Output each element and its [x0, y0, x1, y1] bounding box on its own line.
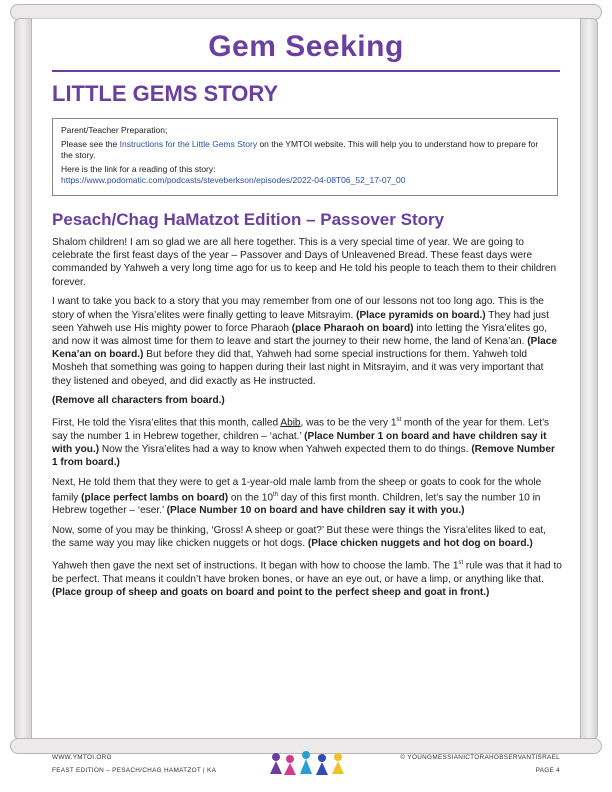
prep-text-tail: on the YMTOI website. This will help you to understand how to prepare for the story. — [61, 139, 539, 160]
logo-figure-1 — [270, 753, 282, 774]
stage-cue: (Remove Number 1 from board.) — [52, 443, 555, 468]
prep-reading-label: Here is the link for a reading of this story: — [61, 164, 216, 174]
story-text: Next, He told them that they were to get a 1-year-old male lamb from the sheep or goats to cook for the whole family — [52, 476, 542, 504]
story-paragraph-1: Shalom children! I am so glad we are all here together. This is a very special time of year. We are going to celebrate the first feast days of the year – Passover and Days of Unleavened Bread. These feast days were commanded by Yahweh a very long time ago for us to keep and He told his people to teach them to their children forever. — [52, 237, 557, 288]
story-text: , was to be the very 1 — [300, 417, 397, 429]
ordinal-suffix: th — [273, 491, 279, 498]
podcast-link[interactable]: https://www.podomatic.com/podcasts/steveberkson/episodes/2022-04-08T06_52_17-07_00 — [61, 175, 406, 185]
stage-cue: (Place Kena’an on board.) — [52, 335, 557, 361]
story-text: into letting the Yisra’elites go, and now it was almost time for them to leave and start the journey to their new home, the land of Kena’an. — [52, 322, 548, 347]
footer-edition: FEAST EDITION – PESACH/CHAG HAMATZOT | KA — [52, 767, 217, 774]
stage-cue: (place perfect lambs on board) — [81, 492, 229, 504]
footer-copyright: © YOUNGMESSIANICTORAHOBSERVANTISRAEL — [400, 754, 560, 761]
story-paragraph-2 — [52, 295, 562, 387]
ordinal-suffix: st — [396, 416, 402, 423]
stage-cue: (Place Number 10 on board and have children say it with you.) — [166, 505, 465, 517]
logo-figure-4 — [316, 754, 328, 775]
story-text: rule was that it had to be perfect. That means it couldn’t have broken bones, or have an eye out, or have a limp, or anything like that. — [52, 560, 562, 585]
ymtoi-logo-icon — [266, 748, 356, 776]
stage-cue-remove-all: (Remove all characters from board.) — [52, 395, 225, 407]
story-text: First, He told the Yisra’elites that this month, called — [52, 417, 281, 429]
month-name: Abib — [280, 417, 301, 429]
prep-heading: Parent/Teacher Preparation; — [61, 125, 168, 135]
page-title: Gem Seeking — [208, 30, 404, 63]
stage-cue: (Place group of sheep and goats on board and point to the perfect sheep and goat in front.) — [52, 586, 490, 598]
story-paragraph-7 — [52, 557, 562, 599]
stage-cue: (Place chicken nuggets and hot dog on board.) — [307, 538, 533, 550]
story-paragraph-6 — [52, 524, 562, 550]
story-body — [52, 236, 562, 605]
stage-cue: (place Pharaoh on board) — [291, 322, 414, 334]
stage-cue: (Place pyramids on board.) — [356, 309, 486, 321]
section-title: Pesach/Chag HaMatzot Edition – Passover Story — [52, 210, 445, 229]
logo-figure-3 — [300, 751, 312, 774]
ordinal-suffix: st — [458, 559, 464, 566]
story-text: Yahweh then gave the next set of instructions. It began with how to choose the lamb. The 1 — [52, 560, 459, 572]
page-subtitle: LITTLE GEMS STORY — [52, 81, 279, 106]
prep-instructions — [61, 139, 549, 161]
story-text: on the 10 — [228, 492, 274, 504]
stage-cue: (Place Number 1 on board and have children say it with you.) — [52, 430, 547, 455]
preparation-box — [52, 118, 558, 196]
story-text: day of this first month. Children, let’s say the number 10 in Hebrew together – ‘eser.’ — [52, 492, 541, 517]
logo-figure-2 — [284, 755, 296, 775]
scroll-left-edge — [14, 18, 32, 740]
footer-website[interactable]: WWW.YMTOI.ORG — [52, 754, 112, 761]
story-text: month of the year for them. Let’s say the number 1 in Hebrew together, children – ‘achat.’ — [52, 417, 550, 442]
story-text: I want to take you back to a story that you may remember from one of our lessons not too long ago. This is the story of when the Yisra’elites were finally getting to leave Mitsrayim. — [52, 296, 544, 321]
title-divider — [52, 70, 560, 72]
story-text: They had just seen Yahweh use His mighty power to force Pharaoh — [52, 309, 549, 334]
story-paragraph-5 — [52, 476, 562, 518]
story-paragraph-4 — [52, 414, 562, 469]
footer-page-number: PAGE 4 — [535, 767, 560, 774]
story-text: Now, some of you may be thinking, ‘Gross! A sheep or goat?’ But these were things the Yisra’elites liked to eat, the same way you may like chicken nuggets or hot dogs. — [52, 525, 546, 550]
instructions-link[interactable]: Instructions for the Little Gems Story — [119, 139, 258, 149]
prep-text: Please see the — [61, 139, 120, 149]
story-text: Now the Yisra’elites had a way to know when Yahweh expected them to do things. — [99, 443, 472, 455]
logo-figure-5 — [332, 753, 344, 774]
scroll-right-edge — [580, 18, 598, 740]
story-text: But before they did that, Yahweh had some special instructions for them. Yahweh told Mosheh that something was going to happen during their last night in Mitsrayim, and it was very important that they listened and obeyed, and did exactly as He instructed. — [52, 349, 544, 387]
